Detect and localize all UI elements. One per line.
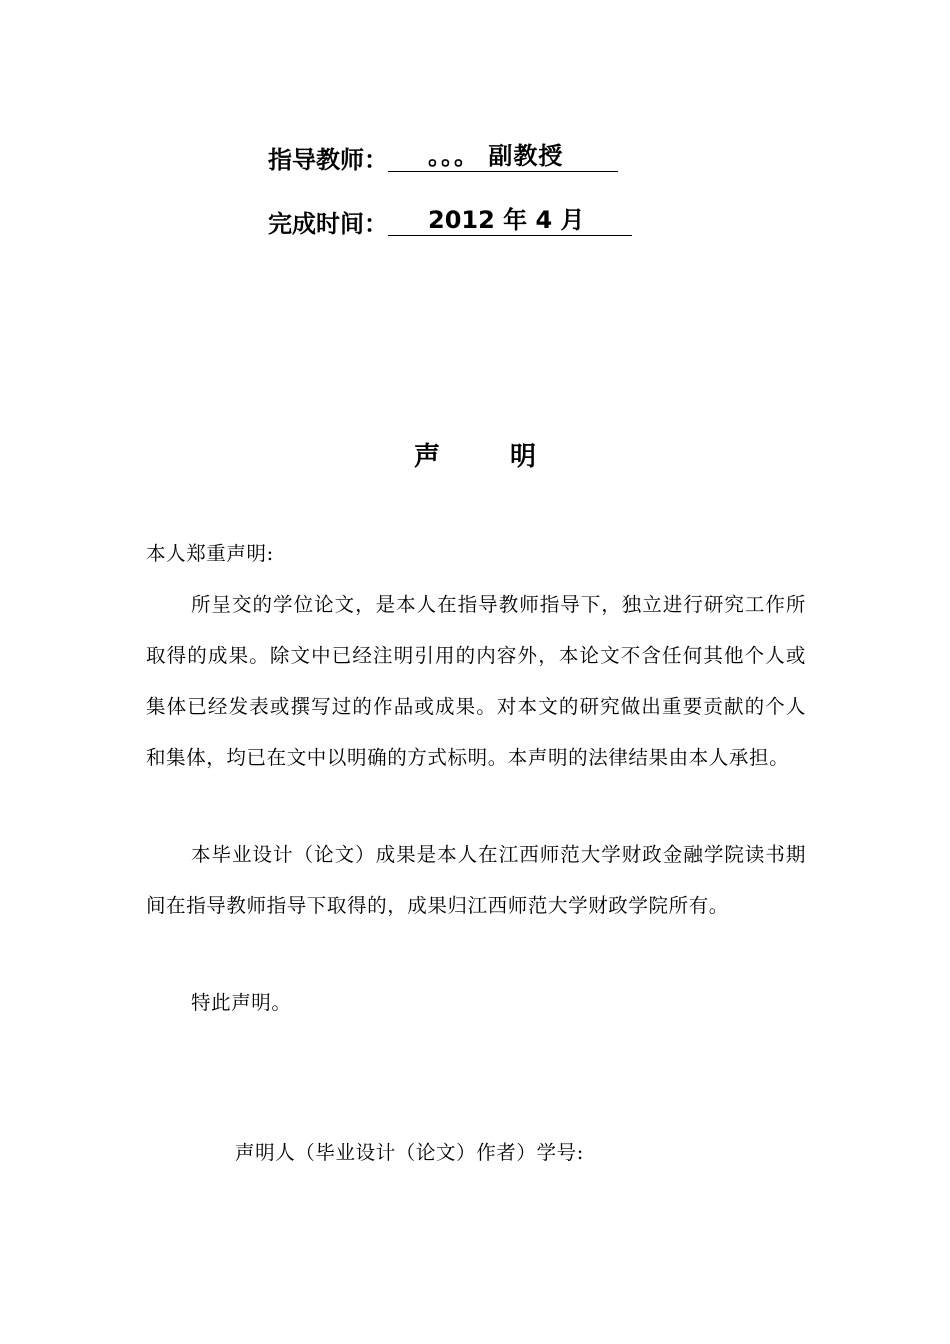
advisor-row xyxy=(268,132,618,172)
advisor-value: 。。。 副教授 xyxy=(388,144,618,172)
advisor-label: 指导教师： xyxy=(268,146,388,174)
declaration-paragraph-ownership: 本毕业设计（论文）成果是本人在江西师范大学财政金融学院读书期间在指导教师指导下取得的，成果归江西师范大学财政学院所有。 xyxy=(146,843,806,917)
completion-date-row xyxy=(268,196,632,236)
declaration-title xyxy=(0,436,950,473)
declaration-intro: 本人郑重声明: xyxy=(146,542,274,565)
completion-date-value: 2012 年 4 月 xyxy=(388,208,632,236)
declaration-title-char-1: 声 xyxy=(413,442,440,472)
completion-date-label: 完成时间： xyxy=(268,210,388,238)
declarant-signature-line: 声明人（毕业设计（论文）作者）学号: xyxy=(235,1141,584,1164)
declaration-paragraph-originality: 所呈交的学位论文，是本人在指导教师指导下，独立进行研究工作所取得的成果。除文中已经注明引用的内容外，本论文不含任何其他个人或集体已经发表或撰写过的作品或成果。对本文的研究做出重要贡献的个人和集体，均已在文中以明确的方式标明。本声明的法律结果由本人承担。 xyxy=(146,593,806,769)
declaration-closing: 特此声明。 xyxy=(191,991,292,1014)
declaration-title-char-2: 明 xyxy=(510,442,537,472)
